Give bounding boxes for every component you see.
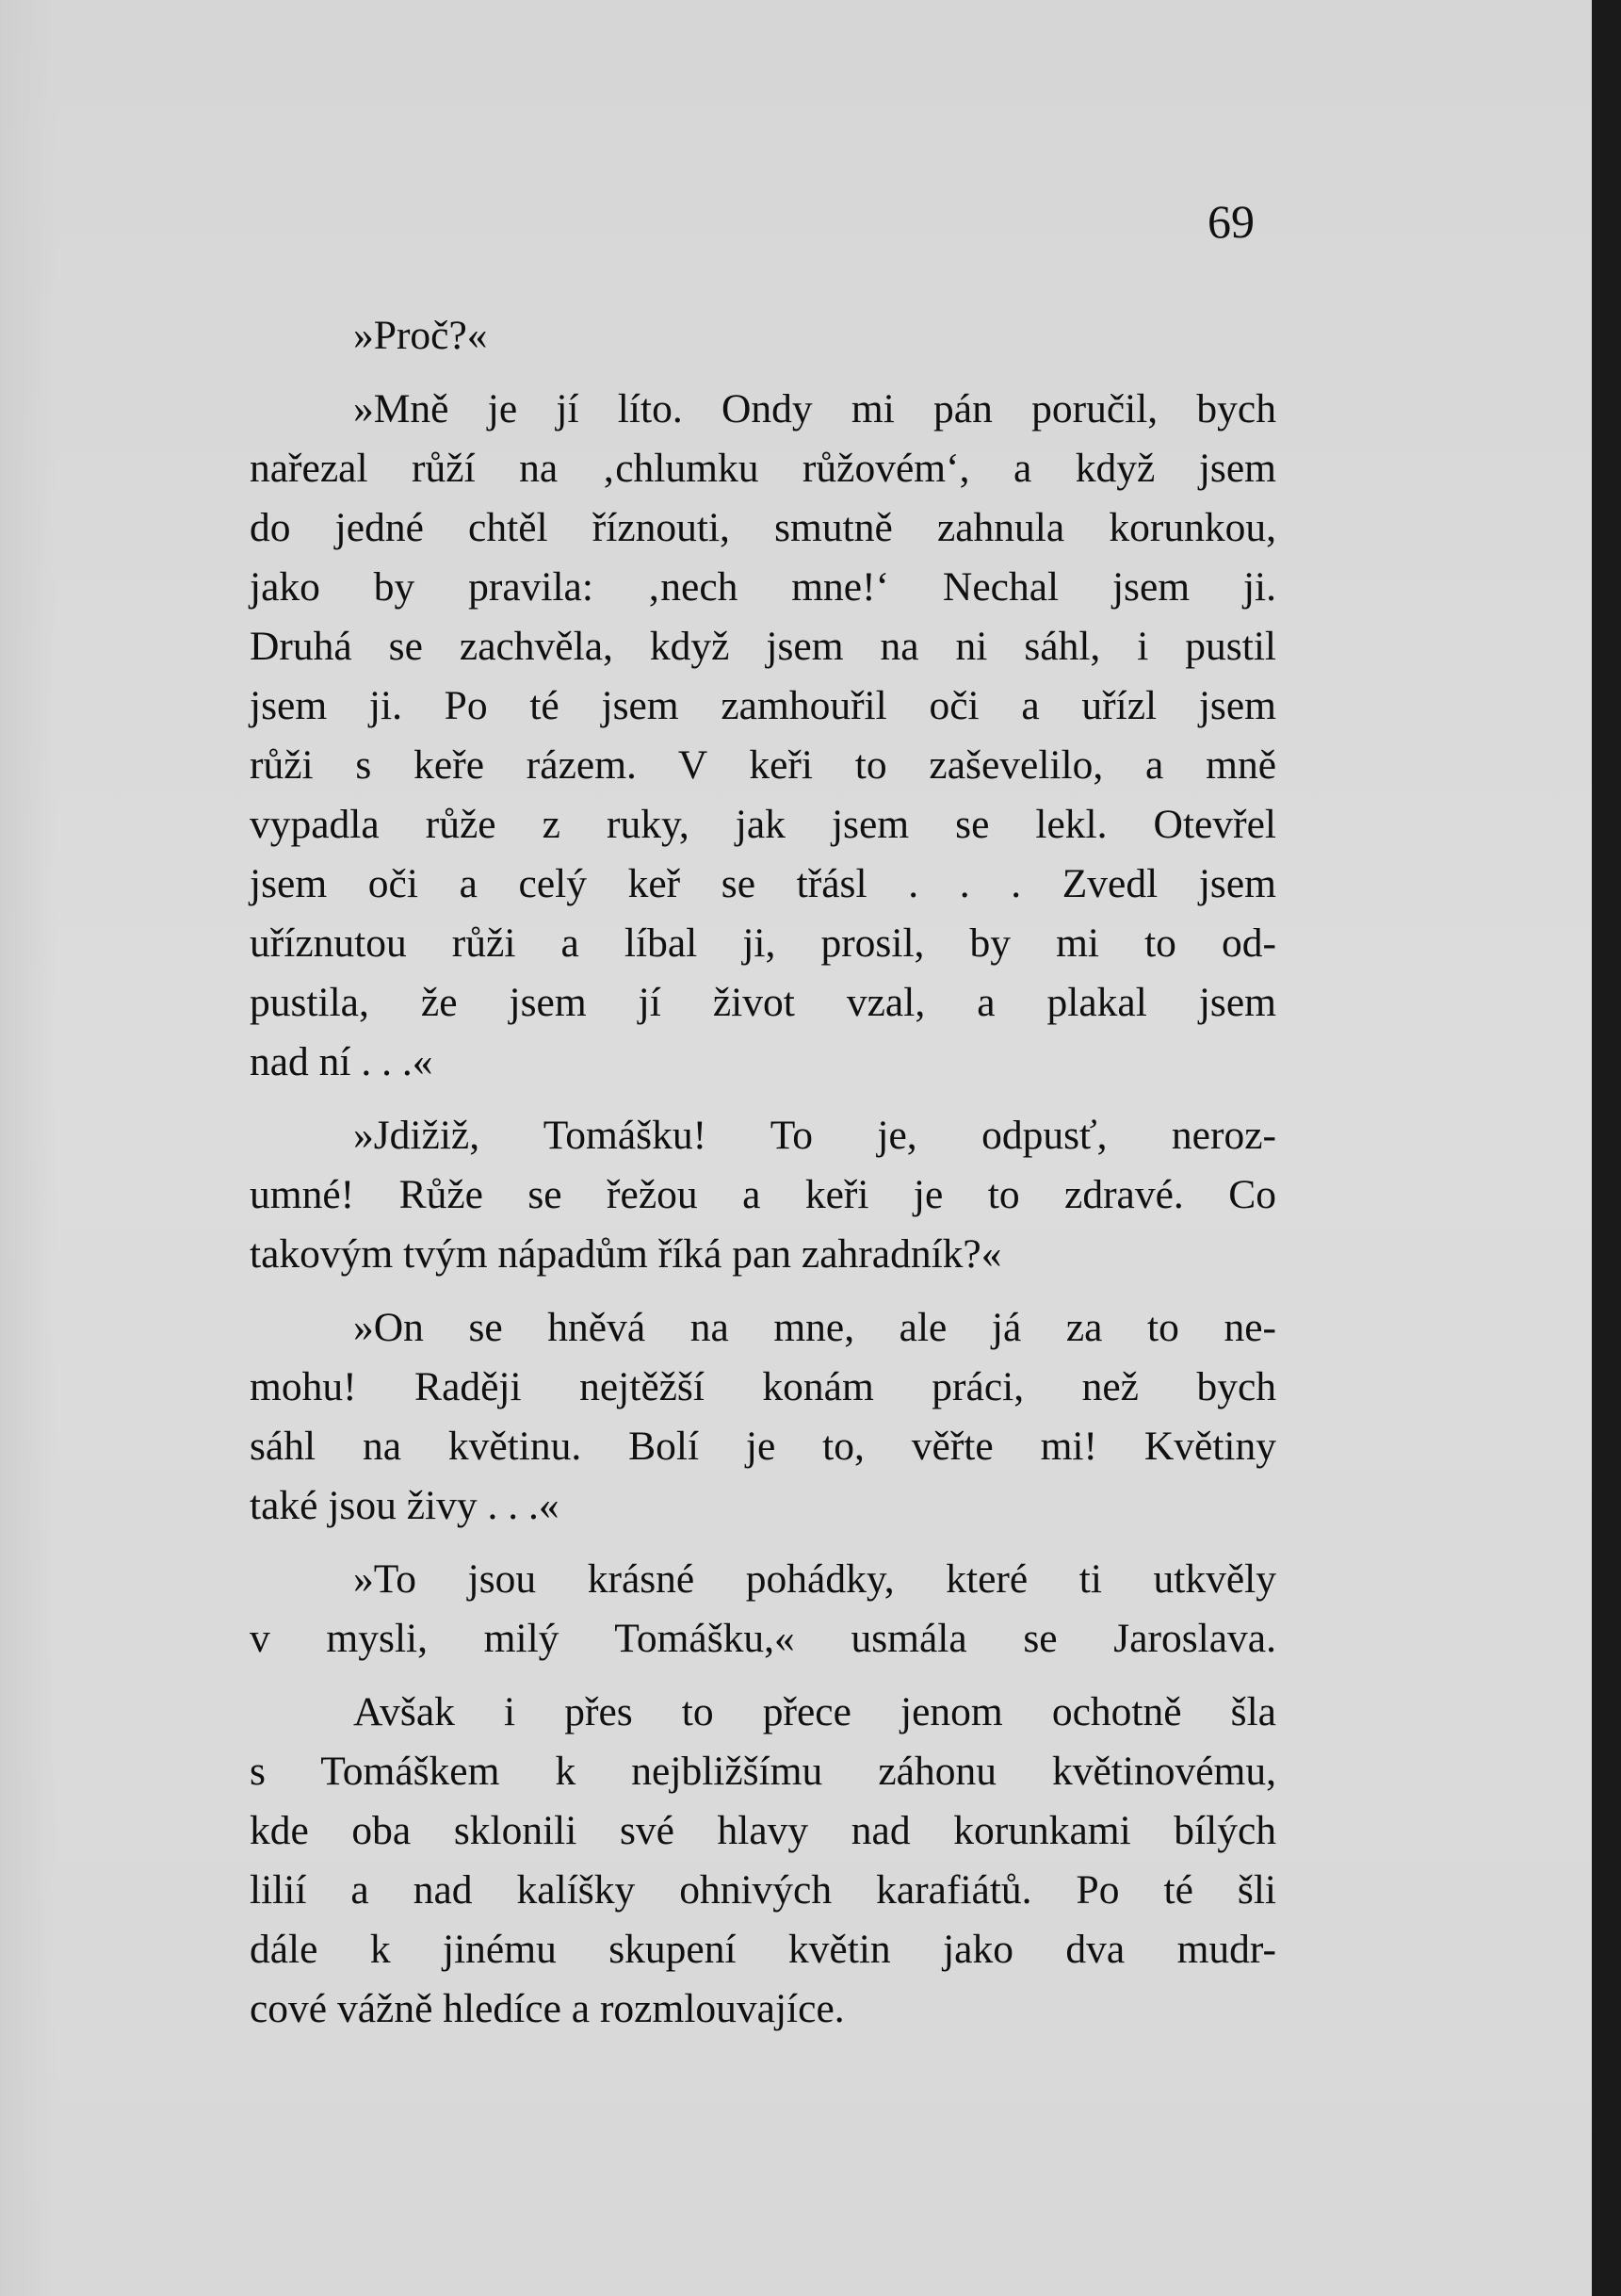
- paragraph: [250, 1683, 1276, 2039]
- paragraph: [250, 380, 1276, 1092]
- text-line: Druhá se zachvěla, když jsem na ni sáhl, i pustil: [250, 624, 1276, 669]
- text-line: do jedné chtěl říznouti, smutně zahnula korunkou,: [250, 505, 1276, 550]
- paragraph: [250, 1298, 1276, 1536]
- text-line: umné! Růže se řežou a keři je to zdravé. Co: [250, 1172, 1276, 1217]
- text-line: uříznutou růži a líbal ji, prosil, by mi to od-: [250, 920, 1276, 966]
- text-line: v mysli, milý Tomášku,« usmála se Jaroslava.: [250, 1616, 1276, 1661]
- text-line: pustila, že jsem jí život vzal, a plakal jsem: [250, 980, 1276, 1025]
- text-line: jsem ji. Po té jsem zamhouřil oči a uřízl jsem: [250, 683, 1276, 728]
- text-line: kde oba sklonili své hlavy nad korunkami bílých: [250, 1808, 1276, 1853]
- text-line: nad ní . . .«: [250, 1039, 433, 1084]
- paragraph: [250, 306, 1276, 366]
- text-line: »Jdižiž, Tomášku! To je, odpusť, neroz-: [353, 1113, 1276, 1158]
- text-line: »Proč?«: [353, 313, 488, 358]
- text-line: také jsou živy . . .«: [250, 1483, 559, 1528]
- paragraph: [250, 1550, 1276, 1669]
- text-line: Avšak i přes to přece jenom ochotně šla: [353, 1689, 1276, 1734]
- text-line: lilií a nad kalíšky ohnivých karafiátů. Po té šli: [250, 1867, 1276, 1913]
- text-line: cové vážně hledíce a rozmlouvajíce.: [250, 1986, 845, 2031]
- text-line: »Mně je jí líto. Ondy mi pán poručil, bych: [353, 386, 1276, 432]
- page-number: 69: [1208, 195, 1255, 248]
- text-line: jako by pravila: ‚nech mne!‘ Nechal jsem ji.: [250, 564, 1276, 610]
- text-line: nařezal růží na ‚chlumku růžovém‘, a když jsem: [250, 446, 1276, 491]
- text-line: mohu! Raději nejtěžší konám práci, než bych: [250, 1364, 1276, 1409]
- text-line: »To jsou krásné pohádky, které ti utkvěly: [353, 1556, 1276, 1602]
- paragraph: [250, 1106, 1276, 1284]
- body-text: [250, 306, 1276, 2053]
- text-line: takovým tvým nápadům říká pan zahradník?«: [250, 1231, 1002, 1277]
- text-line: růži s keře rázem. V keři to zaševelilo, a mně: [250, 742, 1276, 788]
- text-line: sáhl na květinu. Bolí je to, věřte mi! Květiny: [250, 1424, 1276, 1469]
- text-line: dále k jinému skupení květin jako dva mudr-: [250, 1927, 1276, 1972]
- scan-shadow: [0, 0, 57, 2296]
- text-line: vypadla růže z ruky, jak jsem se lekl. Otevřel: [250, 802, 1276, 847]
- text-line: jsem oči a celý keř se třásl . . . Zvedl jsem: [250, 861, 1276, 906]
- text-line: »On se hněvá na mne, ale já za to ne-: [353, 1305, 1276, 1350]
- text-line: s Tomáškem k nejbližšímu záhonu květinovému,: [250, 1749, 1276, 1794]
